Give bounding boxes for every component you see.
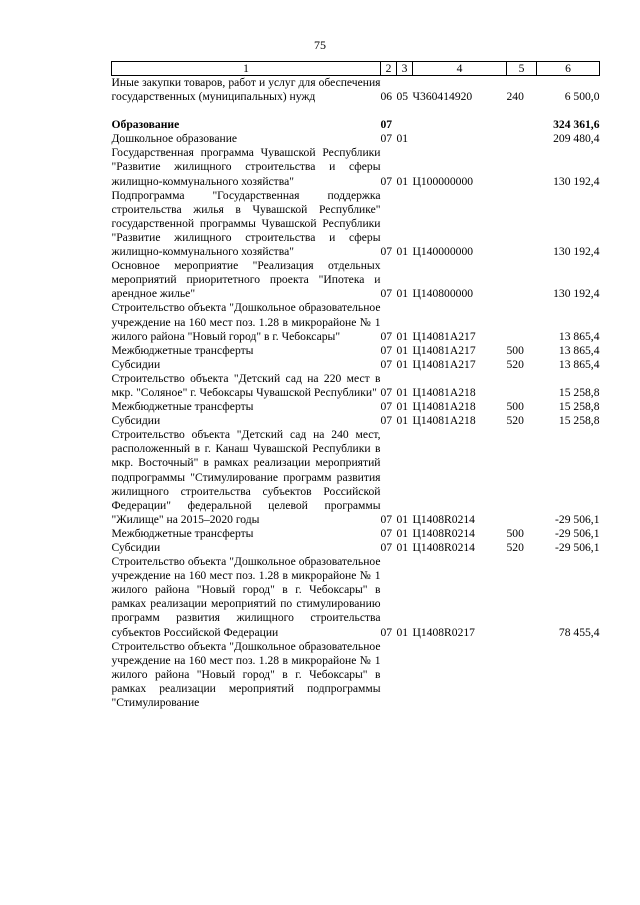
row-amount: 78 455,4	[558, 625, 600, 639]
row-name: Государственная программа Чувашской Республики "Развитие жилищного строительства и сферы жилищно-коммунального хозяйства"	[111, 146, 381, 188]
row-section: 07	[380, 400, 393, 414]
row-target-article: Ц1408R0214	[412, 512, 475, 526]
table-row	[112, 372, 600, 400]
row-name: Строительство объекта "Дошкольное образовательное учреждение на 160 мест поз. 1.28 в микрорайоне № 1 жилого района "Новый город" в г. Чебоксары" в рамках реализации мероприятий подпрограммы "Стимулирование	[111, 639, 381, 710]
budget-table	[111, 61, 600, 710]
row-amount: 6 500,0	[564, 90, 600, 104]
row-section: 07	[380, 174, 393, 188]
row-name: Строительство объекта "Детский сад на 240 мест, расположенный в г. Канаш Чувашской Республики в мкр. Восточный" в рамках реализации мероприятий подпрограммы "Стимулирование программ развития жилищного строительства субъектов Российской Федерации" федеральной целевой программы "Жилище" на 2015–2020 годы	[111, 428, 381, 526]
table-row	[112, 189, 600, 259]
row-amount: -29 506,1	[555, 526, 600, 540]
table-row	[112, 344, 600, 358]
row-amount: 13 865,4	[558, 357, 600, 371]
row-expense-type: 520	[506, 357, 524, 371]
row-expense-type	[507, 259, 537, 301]
row-subsection: 01	[396, 400, 409, 414]
row-subsection	[397, 118, 413, 132]
row-expense-type	[507, 428, 537, 527]
row-target-article	[413, 640, 507, 710]
row-subsection: 01	[396, 357, 409, 371]
row-expense-type: 500	[506, 343, 524, 357]
row-name: Субсидии	[111, 541, 161, 554]
row-subsection	[397, 640, 413, 710]
page-number: 75	[314, 38, 326, 52]
row-expense-type	[507, 640, 537, 710]
header-col-2: 2	[381, 62, 397, 76]
row-target-article: Ц140800000	[412, 287, 474, 301]
row-section: 06	[380, 90, 393, 104]
row-section: 07	[380, 287, 393, 301]
row-amount: 13 865,4	[558, 329, 600, 343]
row-subsection: 01	[396, 132, 409, 146]
row-section: 07	[380, 625, 393, 639]
row-target-article: Ц140000000	[412, 245, 474, 259]
row-expense-type	[507, 301, 537, 343]
row-target-article: Ч360414920	[412, 90, 473, 104]
spacer-row	[112, 104, 600, 118]
row-section: 07	[380, 512, 393, 526]
row-name: Межбюджетные трансферты	[111, 400, 254, 414]
row-expense-type	[507, 118, 537, 132]
row-section: 07	[380, 541, 393, 554]
row-amount: 130 192,4	[553, 174, 600, 188]
table-row	[112, 428, 600, 527]
row-subsection: 01	[396, 414, 409, 428]
table-row	[112, 358, 600, 372]
row-name: Субсидии	[111, 414, 161, 428]
row-amount: 15 258,8	[558, 414, 600, 428]
row-expense-type	[507, 372, 537, 400]
row-expense-type: 500	[506, 400, 524, 414]
row-section: 07	[380, 118, 393, 132]
table-row	[112, 527, 600, 541]
row-target-article: Ц1408R0217	[412, 625, 475, 639]
header-col-4: 4	[413, 62, 507, 76]
row-section: 07	[380, 414, 393, 428]
header-col-6: 6	[537, 62, 600, 76]
row-section: 07	[380, 245, 393, 259]
table-row	[112, 414, 600, 428]
row-subsection: 01	[396, 512, 409, 526]
row-amount: 13 865,4	[558, 343, 600, 357]
row-section: 07	[380, 343, 393, 357]
row-subsection: 01	[396, 329, 409, 343]
row-name: Межбюджетные трансферты	[111, 526, 254, 540]
table-row	[112, 301, 600, 343]
row-target-article: Ц14081А218	[412, 414, 476, 428]
header-col-3: 3	[397, 62, 413, 76]
row-amount: -29 506,1	[555, 512, 600, 526]
row-amount: 15 258,8	[558, 385, 600, 399]
table-row	[112, 259, 600, 301]
row-target-article: Ц1408R0214	[412, 526, 475, 540]
row-expense-type	[507, 132, 537, 146]
row-name: Строительство объекта "Дошкольное образовательное учреждение на 160 мест поз. 1.28 в микрорайоне № 1 жилого района "Новый город" в г. Чебоксары"	[111, 301, 381, 343]
row-name: Образование	[111, 118, 180, 132]
row-subsection: 01	[396, 343, 409, 357]
row-name: Строительство объекта "Дошкольное образовательное учреждение на 160 мест поз. 1.28 в микрорайоне № 1 жилого района "Новый город" в г. Чебоксары" в рамках реализации мероприятий по стимулированию программ развития жилищного строительства субъектов Российской Федерации	[111, 555, 381, 639]
row-name: Межбюджетные трансферты	[111, 343, 254, 357]
row-name: Основное мероприятие "Реализация отдельных мероприятий приоритетного проекта "Ипотека и арендное жилье"	[111, 259, 381, 301]
row-subsection: 01	[396, 541, 409, 554]
row-target-article: Ц14081А217	[412, 357, 476, 371]
row-section: 07	[380, 385, 393, 399]
row-name: Субсидии	[111, 357, 161, 371]
row-expense-type	[507, 555, 537, 640]
header-col-1: 1	[112, 62, 381, 76]
table-row	[112, 400, 600, 414]
row-expense-type: 520	[506, 541, 524, 554]
row-section: 07	[380, 526, 393, 540]
row-subsection: 01	[396, 174, 409, 188]
row-name: Строительство объекта "Детский сад на 220 мест в мкр. "Соляное" г. Чебоксары Чувашской Республики"	[111, 371, 381, 399]
table-row	[112, 76, 600, 105]
row-target-article: Ц14081А217	[412, 343, 476, 357]
row-target-article: Ц14081А218	[412, 400, 476, 414]
row-subsection: 01	[396, 625, 409, 639]
table-row	[112, 118, 600, 132]
row-target-article: Ц14081А217	[412, 329, 476, 343]
row-subsection: 01	[396, 287, 409, 301]
header-col-5: 5	[507, 62, 537, 76]
row-expense-type: 240	[506, 90, 524, 104]
row-name: Иные закупки товаров, работ и услуг для обеспечения государственных (муниципальных) нужд	[111, 76, 381, 104]
row-name: Дошкольное образование	[111, 132, 238, 146]
row-target-article	[413, 132, 507, 146]
spacer-cell	[112, 104, 600, 118]
row-expense-type: 500	[506, 526, 524, 540]
row-amount: -29 506,1	[555, 541, 600, 554]
table-row	[112, 146, 600, 188]
row-amount: 209 480,4	[553, 132, 600, 146]
row-amount: 130 192,4	[553, 245, 600, 259]
row-section: 07	[380, 132, 393, 146]
row-expense-type: 520	[506, 414, 524, 428]
row-amount	[537, 640, 600, 710]
row-section: 07	[380, 357, 393, 371]
row-section	[381, 640, 397, 710]
row-amount: 15 258,8	[558, 400, 600, 414]
row-target-article	[413, 118, 507, 132]
row-target-article: Ц14081А218	[412, 385, 476, 399]
table-row	[112, 541, 600, 555]
row-target-article: Ц100000000	[412, 174, 474, 188]
row-subsection: 01	[396, 385, 409, 399]
table-row	[112, 132, 600, 146]
row-subsection: 01	[396, 245, 409, 259]
row-expense-type	[507, 189, 537, 259]
row-name: Подпрограмма "Государственная поддержка строительства жилья в Чувашской Республике" государственной программы Чувашской Республики "Развитие жилищного строительства и сферы жилищно-коммунального хозяйства"	[111, 188, 381, 259]
table-row	[112, 640, 600, 710]
row-subsection: 01	[396, 526, 409, 540]
row-target-article: Ц1408R0214	[412, 541, 475, 554]
row-amount: 324 361,6	[553, 118, 600, 132]
table-body	[112, 76, 600, 711]
table-row	[112, 555, 600, 640]
row-expense-type	[507, 146, 537, 188]
row-amount: 130 192,4	[553, 287, 600, 301]
row-subsection: 05	[396, 90, 409, 104]
table-header-row	[112, 62, 600, 76]
row-section: 07	[380, 329, 393, 343]
